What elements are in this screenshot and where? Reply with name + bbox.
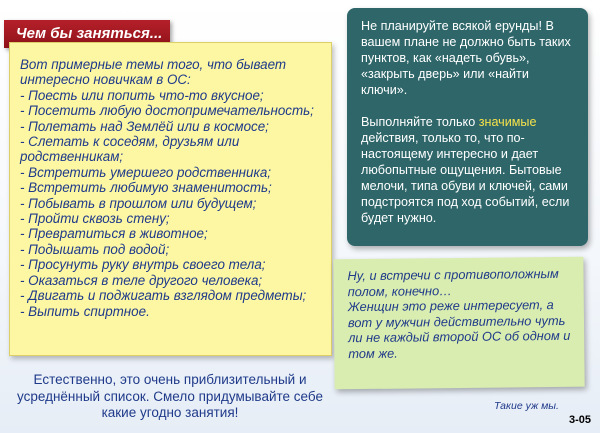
caption-text: Такие уж мы. [494, 400, 559, 412]
topic-item: - Слетать к соседям, друзьям или родственникам; [20, 134, 240, 165]
topic-item: - Просунуть руку внутрь своего тела; [20, 257, 266, 273]
meetings-line-1: Ну, и встречи с противоположным полом, конечно… [347, 265, 559, 299]
advice-card [347, 8, 588, 246]
topic-item: - Двигать и поджигать взглядом предметы; [20, 288, 307, 304]
topic-item: - Подышать под водой; [20, 241, 170, 257]
advice-paragraph-1: Не планируйте всякой ерунды! В вашем плане не должно быть таких пунктов, как «надеть обувь», «закрыть дверь» или «найти ключи». [361, 19, 571, 97]
topic-item: - Посетить любую достопримечательность; [20, 103, 314, 119]
advice-text-after: действия, только то, что по-настоящему интересно и дает любопытные ощущения. Бытовые мелочи, типа обуви и ключей, сами подстроятся под ход событий, если будет нужно. [361, 131, 570, 225]
meetings-sticky-note [333, 257, 584, 390]
advice-text-before: Выполняйте только [361, 115, 479, 129]
topic-item: - Пройти сквозь стену; [20, 211, 170, 227]
topic-item: - Поесть или попить что-то вкусное; [20, 87, 264, 103]
topic-item: - Встретить любимую знаменитость; [20, 180, 272, 196]
topic-item: - Выпить спиртное. [20, 303, 150, 319]
topic-item: - Превратиться в животное; [20, 226, 208, 242]
topics-sticky-note [9, 42, 332, 356]
list-disclaimer: Естественно, это очень приблизительный и усреднённый список. Смело придумывайте себе какие угодно занятия! [17, 372, 323, 420]
topics-intro: Вот примерные темы того, что бывает интересно новичкам в ОС: [20, 57, 287, 88]
section-title: Чем бы заняться... [16, 25, 163, 42]
topic-item: - Оказаться в теле другого человека; [20, 272, 263, 288]
page-number: 3-05 [569, 414, 592, 426]
topic-item: - Полетать над Землёй или в космосе; [20, 118, 269, 134]
topics-list [20, 88, 323, 319]
advice-highlight-word: значимые [478, 115, 537, 129]
meetings-line-2: Женщин это реже интересует, а вот у мужчин действительно чуть ли не каждый второй ОС об одном и том же. [347, 297, 571, 362]
topic-item: - Побывать в прошлом или будущем; [20, 195, 257, 211]
topic-item: - Встретить умершего родственника; [20, 164, 271, 180]
advice-paragraph-2 [361, 114, 576, 226]
